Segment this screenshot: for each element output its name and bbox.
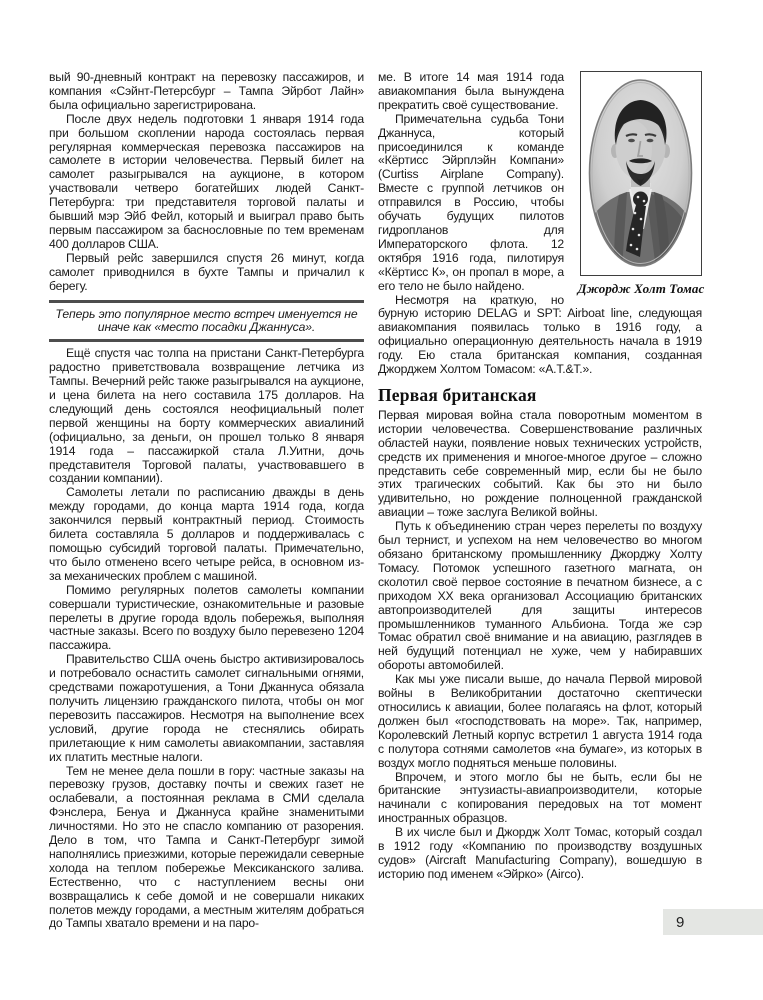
portrait-figure xyxy=(577,71,705,297)
paragraph: Путь к объединению стран через перелеты по воздуху был тернист, и успехом на нем человечество во многом обязано британскому промышленнику Джорджу Холту Томасу. Потомок успешного газетного магната, он сколотил своё первое состояние в печатном бизнесе, а с приходом XX века организовал Ассоциацию британских автопроизводителей для защиты интересов промышленников туманного Альбиона. Тогда же сэр Томас обратил своё внимание и на авиацию, разглядев в ней будущий потенциал не хуже, чем у набиравших обороты автомобилей. xyxy=(378,519,702,673)
paragraph: Несмотря на краткую, но бурную историю DELAG и SPT: Airboat line, следующая авиакомпания появилась только в 1916 году, а официально операционную деятельность начала в 1919 году. Ею стала британская компания, созданная Джорджем Холтом Томасом: «A.T.&T.». xyxy=(378,292,702,377)
paragraph: вый 90-дневный контракт на перевозку пассажиров, и компания «Сэйнт-Петерсбург – Тампа Эйрбот Лайн» была официально зарегистрирована. xyxy=(49,70,364,112)
paragraph: Примечательна судьба Тони Джаннуса, который присоединился к команде «Кёртисс Эйрплэйн Компани» (Curtiss Airplane Company). Вместе с группой летчиков он отправился в Россию, чтобы обучать будущих пилотов гидропланов для Императорского флота. 12 октября 1916 года, пилотируя «Кёртисс К», он пропал в море, а его тело не было найдено. xyxy=(378,111,564,293)
paragraph: Как мы уже писали выше, до начала Первой мировой войны в Великобритании достаточно скептически относились к авиации, более полагаясь на флот, который должен был «господствовать на море». Так, например, Королевский Летный корпус встретил 1 августа 1914 года с полутора сотнями самолетов «на бумаге», из которых в воздух могло подняться меньше половины. xyxy=(378,672,702,770)
photo-caption: Джордж Холт Томас xyxy=(577,281,705,296)
pull-quote: Теперь это популярное место встреч именуется не иначе как «место посадки Джаннуса». xyxy=(49,300,364,343)
page-number: 9 xyxy=(676,913,685,931)
paragraph: Правительство США очень быстро активизировалось и потребовало оснастить самолет сигнальными огнями, средствами пожаротушения, а Тони Джаннуса обязала получить лицензию гражданского пилота, чтобы он мог перевозить пассажиров. Несмотря на выполнение всех условий, другие города не стеснялись обирать прилетающие к ним самолеты авиакомпании, заставляя их платить местные налоги. xyxy=(49,652,364,764)
portrait-photo-art xyxy=(586,77,695,269)
paragraph: Ещё спустя час толпа на пристани Санкт-Петербурга радостно приветствовала возвращение летчика из Тампы. Вечерний рейс также разыгрывался на аукционе, и цена билета на него составила 175 долларов. На следующий день состоялся неофициальный полет первой женщины на борту коммерческих авиалиний (официально, за деньги, он прошел только 8 января 1914 года – пассажиркой стала Л.Уитни, дочь представителя Торговой палаты, участвовавшего в создании компании). xyxy=(49,346,364,486)
paragraph: Самолеты летали по расписанию дважды в день между городами, до конца марта 1914 года, когда закончился первый контрактный период. Стоимость билета составляла 5 долларов и поддерживалась с помощью субсидий торговой палаты. Примечательно, что было отменено всего четыре рейса, в основном из-за механических проблем с машиной. xyxy=(49,485,364,583)
paragraph: Впрочем, и этого могло бы не быть, если бы не британские энтузиасты-авиапроизводители, которые начинали с копирования передовых на тот момент иностранных образцов. xyxy=(378,769,702,826)
left-column xyxy=(49,71,364,931)
paragraph: Помимо регулярных полетов самолеты компании совершали туристические, ознакомительные и разовые перелеты в другие города вдоль побережья, выполняя частные заказы. Всего по воздуху было перевезено 1204 пассажира. xyxy=(49,582,364,653)
paragraph: Тем не менее дела пошли в гору: частные заказы на перевозку грузов, доставку почты и свежих газет не ослабевали, а постоянная реклама в СМИ сделала Фэнслера, Бенуа и Джаннуса крайне знаменитыми личностями. Но это не спасло компанию от разорения. Дело в том, что Тампа и Санкт-Петербург зимой наполнялись приезжими, которые пережидали северные холода на теплом побережье Мексиканского залива. Естественно, что с наступлением весны они возвращались к себе домой и не совершали никаких полетов между городами, а местным жителям добраться до Тампы хватало времени и на паро- xyxy=(49,763,364,931)
page-number-badge xyxy=(663,909,763,935)
paragraph: В их числе был и Джордж Холт Томас, который создал в 1912 году «Компанию по производству воздушных судов» (Aircraft Manufacturing Company), вошедшую в историю под именем «Эйрко» (Airco). xyxy=(378,825,702,881)
paragraph: Первая мировая война стала поворотным моментом в истории человечества. Совершенствование различных областей науки, появление новых технических устройств, средств их применения и многое-многое другое – сложно представить себе современный мир, если бы не было этих трагических событий. Как бы это ни было удивительно, но рождение полноценной гражданской авиации – тоже заслуга Великой войны. xyxy=(378,407,702,520)
portrait-photo xyxy=(580,71,702,276)
section-heading: Первая британская xyxy=(378,384,537,405)
right-column xyxy=(378,70,705,882)
paragraph: Первый рейс завершился спустя 26 минут, когда самолет приводнился в бухте Тампы и причалил к берегу. xyxy=(49,250,364,293)
paragraph: ме. В итоге 14 мая 1914 года авиакомпания была вынуждена прекратить своё существование. xyxy=(378,70,564,112)
paragraph: После двух недель подготовки 1 января 1914 года при большом скоплении народа состоялась первая регулярная коммерческая перевозка пассажиров на самолете в истории человечества. Первый билет на самолет разыгрывался на аукционе, в котором участвовали четверо богатейших людей Санкт-Петербурга: три представителя торговой палаты и бывший мэр Эйб Фейл, который и выиграл право быть первым пассажиром за баснословные по тем временам 400 долларов США. xyxy=(49,111,364,251)
